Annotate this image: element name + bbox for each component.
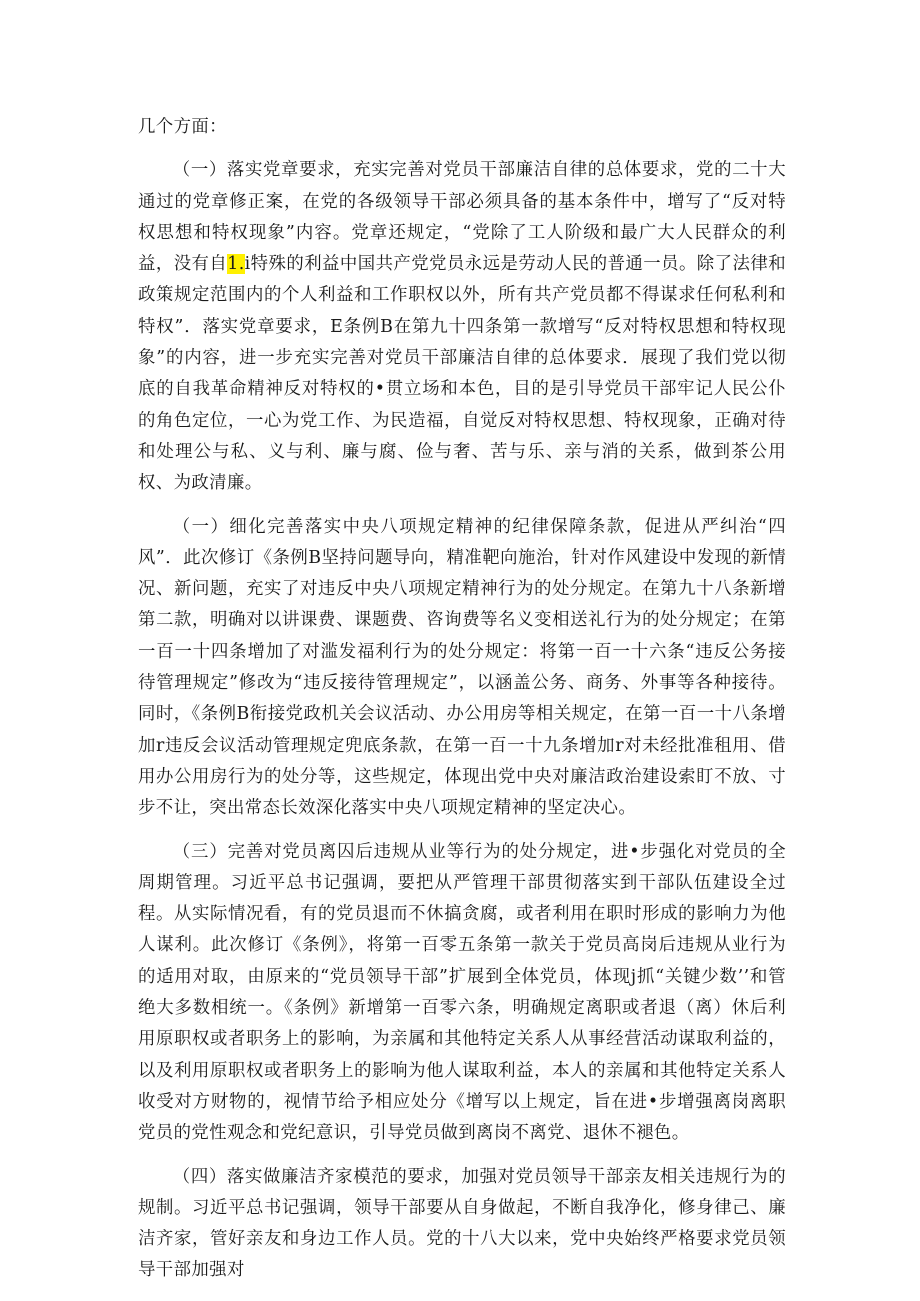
paragraph-1-text-b: i特殊的利益中国共产党党员永远是劳动人民的普通一员。除了法律和政策规定范围内的个人利益和工作职权以外，所有共产党员都不得谋求任何私利和特权”．落实党章要求，E条例B在第九十四条第一款增写“反对特权思想和特权现象”的内容，进一步充实完善对党员干部廉洁自律的总体要求．展现了我们党以彻底的自我革命精神反对特权的•贯立场和本色，目的是引导党员干部牢记人民公仆的角色定位，一心为党工作、为民造福，自觉反对特权思想、特权现象，正确对待和处理公与私、义与利、廉与腐、俭与奢、苦与乐、亲与消的关系，做到茶公用权、为政清廉。	[138, 254, 786, 494]
paragraph-4: （四）落实做廉洁齐家模范的要求，加强对党员领导干部亲友相关违规行为的规制。习近平总书记强调，领导干部要从自身做起，不断自我净化，修身律己、廉洁齐家，管好亲友和身边工作人员。党的十八大以来，党中央始终严格要求党员领导干部加强对	[138, 1166, 786, 1281]
paragraph-1-text-a: （一）落实党章要求，充实完善对党员干部廉洁自律的总体要求，党的二十大通过的党章修正案，在党的各级领导干部必须具备的基本条件中，增写了“反对特权思想和特权现象”内容。党章还规定，“党除了工人阶级和最广大人民群众的利益，没有自	[138, 160, 786, 275]
paragraph-1	[138, 155, 786, 499]
intro-line: 几个方面：	[138, 117, 227, 137]
highlight-mark: 1.	[227, 254, 245, 275]
document-body	[138, 112, 786, 1299]
paragraph-2: （一）细化完善落实中央八项规定精神的纪律保障条款，促进从严纠治“四风”．此次修订《条例B坚持问题导向，精准靶向施治，针对作风建设中发现的新情况、新问题，充实了对违反中央八项规定精神行为的处分规定。在第九十八条新增第二款，明确对以讲课费、课题费、咨询费等名义变相送礼行为的处分规定；在第一百一十四条增加了对滥发福利行为的处分规定：将第一百一十六条“违反公务接待管理规定”修改为“违反接待管理规定”，以涵盖公务、商务、外事等各种接待。同时，《条例B衔接党政机关会议活动、办公用房等相关规定，在第一百一十八条增加r违反会议活动管理规定兜底条款，在第一百一十九条增加r对未经批准租用、借用办公用房行为的处分等，这些规定，体现出党中央对廉洁政治建设索盯不放、寸步不让，突出常态长效深化落实中央八项规定精神的坚定决心。	[138, 516, 786, 819]
paragraph-3: （三）完善对党员离囚后违规从业等行为的处分规定，进•步强化对党员的全周期管理。习近平总书记强调，要把从严管理干部贯彻落实到干部队伍建设全过程。从实际情况看，有的党员退而不休搞贪腐，或者利用在职时形成的影响力为他人谋利。此次修订《条例》，将第一百零五条第一款关于党员高岗后违规从业行为的适用对取，由原来的“党员领导干部”扩展到全体党员，体现j抓“关键少数’’和管绝大多数相统一。《条例》新增第一百零六条，明确规定离职或者退（离）休后利用原职权或者职务上的影响，为亲属和其他特定关系人从事经营活动谋取利益的，以及利用原职权或者职务上的影响为他人谋取利益，本人的亲属和其他特定关系人收受对方财物的，视情节给予相应处分《增写以上规定，旨在进•步增强离岗离职党员的党性观念和党纪意识，引导党员做到离岗不离党、退休不褪色。	[138, 841, 786, 1144]
